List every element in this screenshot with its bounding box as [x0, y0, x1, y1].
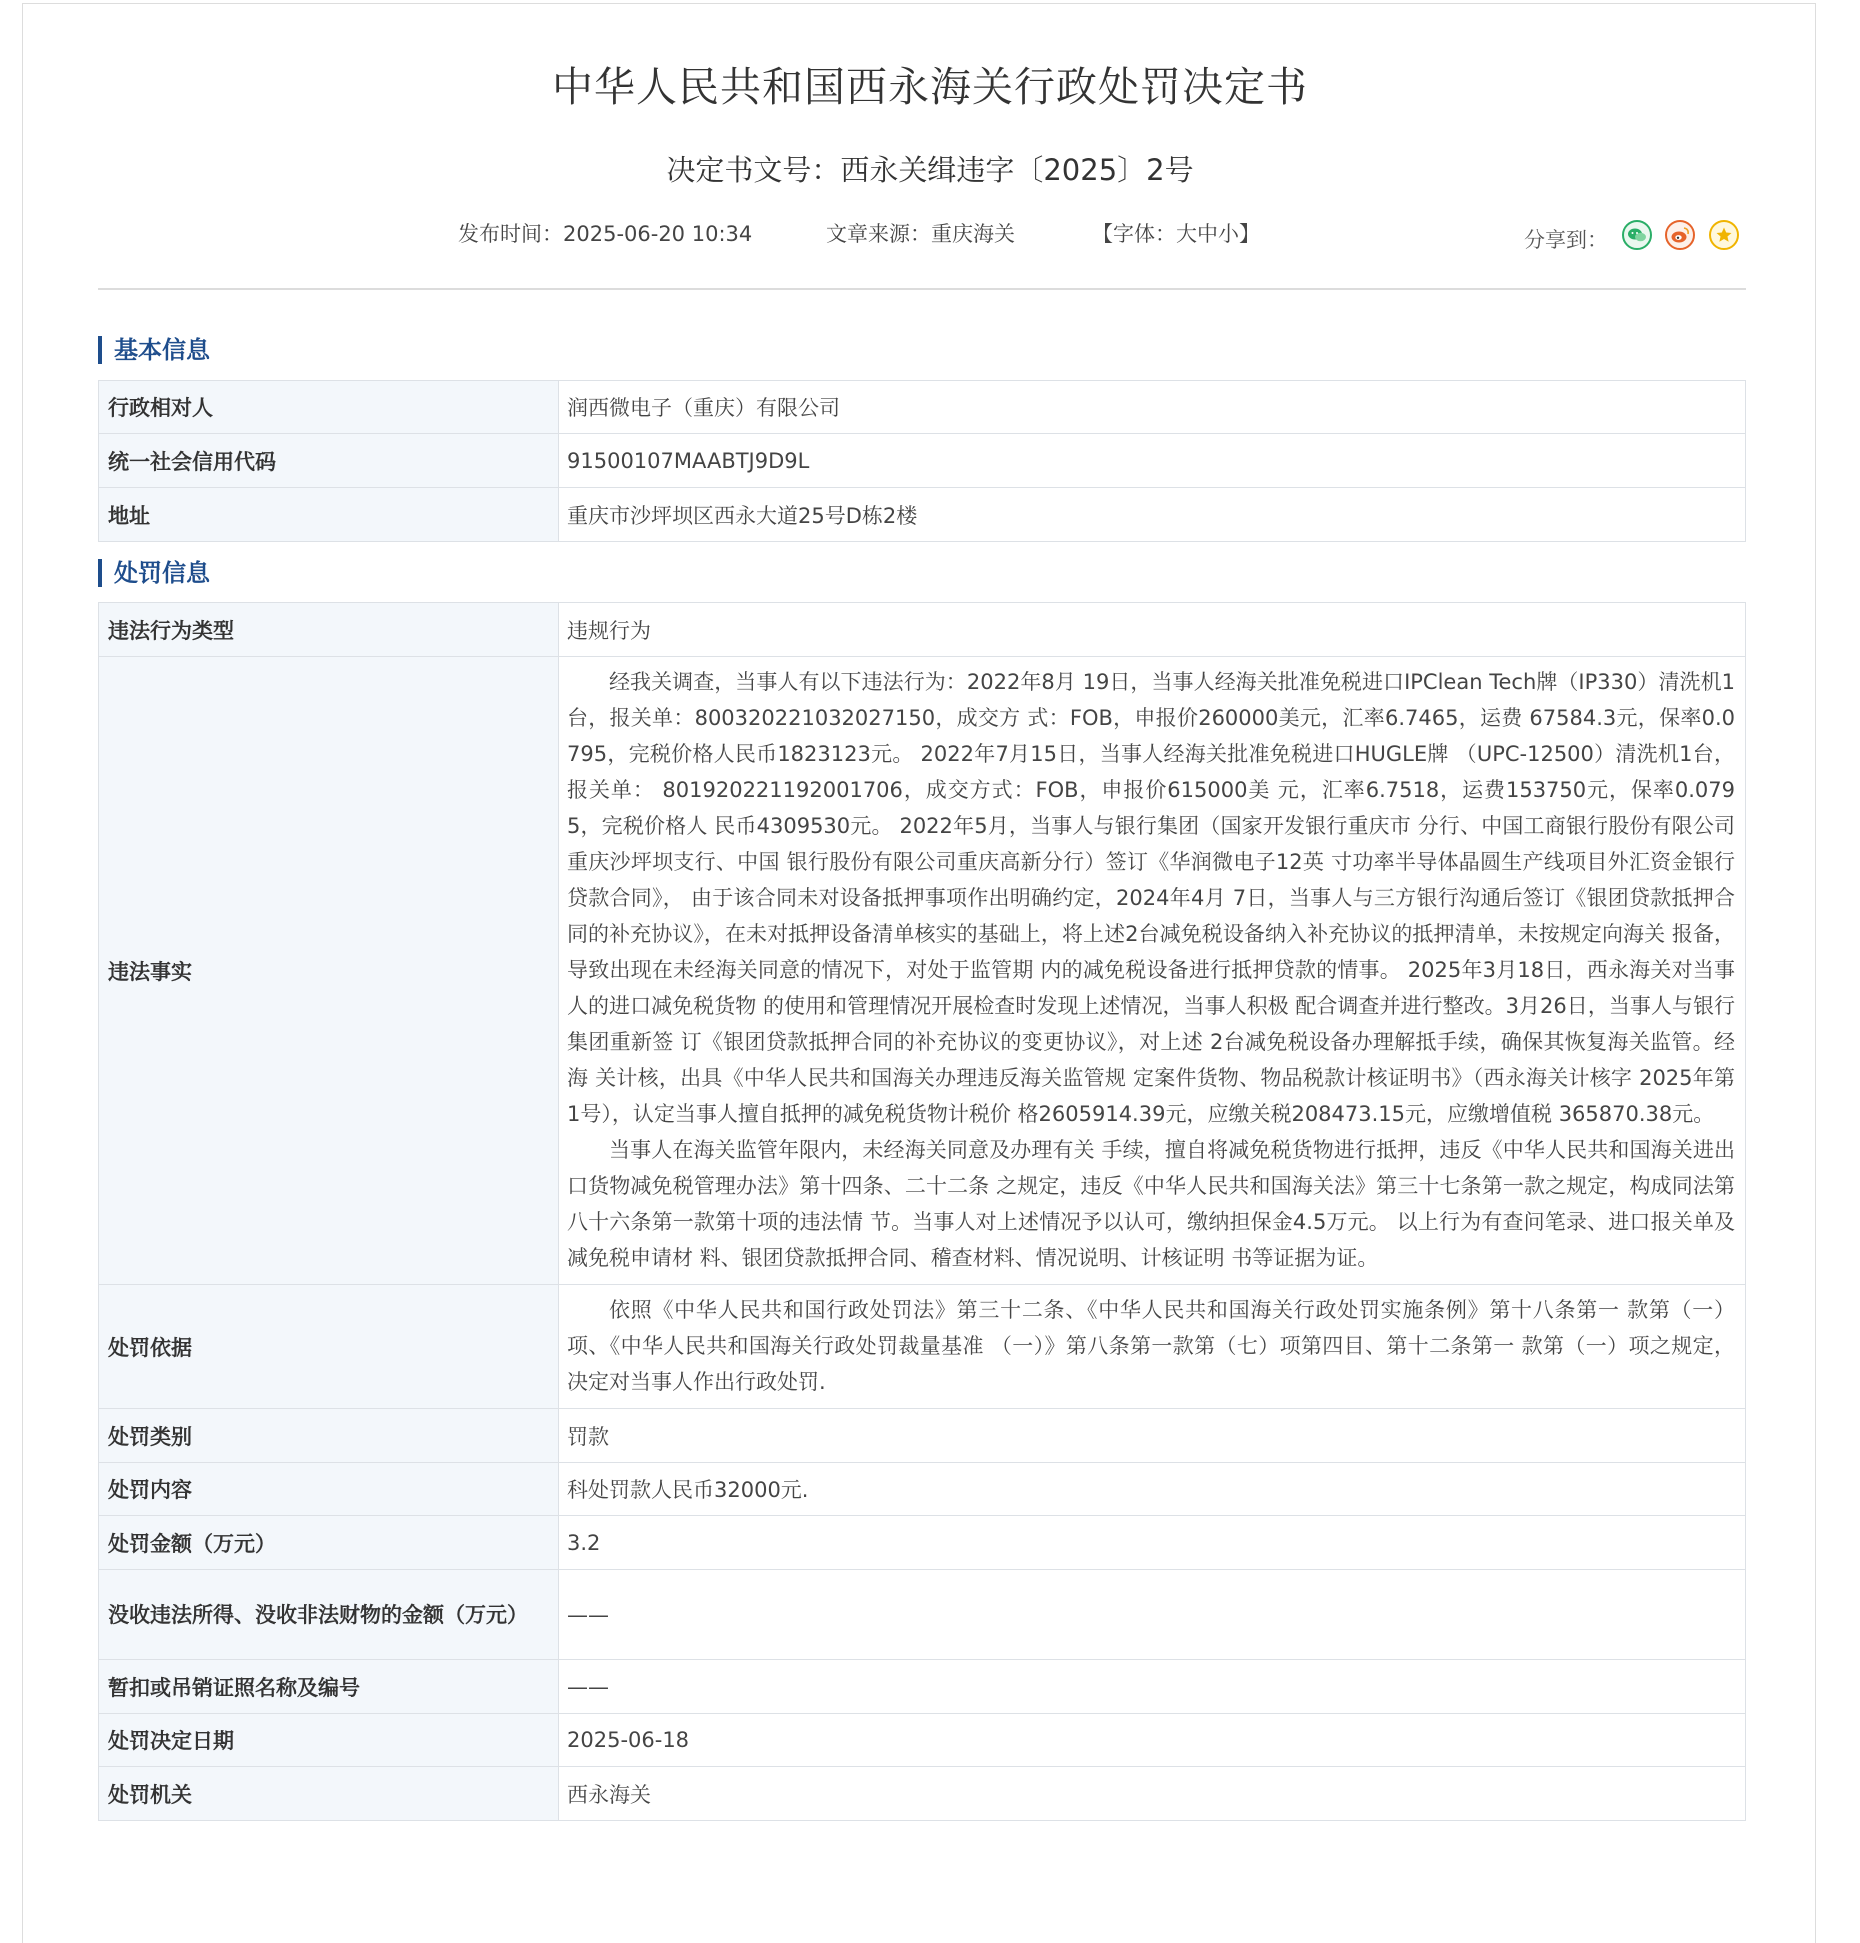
violation-facts — [559, 657, 1746, 1285]
credit-code: 91500107MAABTJ9D9L — [559, 434, 1746, 488]
section-title-basic: 基本信息 — [98, 336, 210, 364]
penalty-basis — [559, 1285, 1746, 1409]
decision-date: 2025-06-18 — [559, 1714, 1746, 1767]
basis-paragraph: 依照《中华人民共和国行政处罚法》第三十二条、《中华人民共和国海关行政处罚实施条例》第十八条第一 款第（一）项、《中华人民共和国海关行政处罚裁量基准 （一）》第八条第一款第（七）项第四目、第十二条第一 款第（一）项之规定，决定对当事人作出行政处罚. — [567, 1298, 1735, 1394]
section-title-penalty: 处罚信息 — [98, 559, 210, 587]
row-label: 处罚依据 — [99, 1285, 559, 1409]
row-label: 没收违法所得、没收非法财物的金额（万元） — [99, 1570, 559, 1660]
table-row — [99, 1660, 1746, 1714]
party-name: 润西微电子（重庆）有限公司 — [559, 381, 1746, 434]
row-label: 处罚金额（万元） — [99, 1516, 559, 1570]
table-row — [99, 603, 1746, 657]
table-row — [99, 1767, 1746, 1821]
header-divider — [98, 288, 1746, 290]
table-row — [99, 1409, 1746, 1463]
page-title: 中华人民共和国西永海关行政处罚决定书 — [552, 63, 1308, 111]
penalty-category: 罚款 — [559, 1409, 1746, 1463]
share-label: 分享到： — [1524, 228, 1608, 252]
document-number: 决定书文号：西永关缉违字〔2025〕2号 — [666, 153, 1194, 187]
row-label: 行政相对人 — [99, 381, 559, 434]
article-source: 文章来源：重庆海关 — [826, 222, 1015, 246]
font-size-large-link[interactable]: 大 — [1176, 222, 1197, 246]
row-label: 处罚类别 — [99, 1409, 559, 1463]
confiscation-amount: —— — [559, 1570, 1746, 1660]
font-size-small-link[interactable]: 小 — [1218, 222, 1239, 246]
row-label: 处罚内容 — [99, 1463, 559, 1516]
penalty-authority: 西永海关 — [559, 1767, 1746, 1821]
violation-type: 违规行为 — [559, 603, 1746, 657]
row-label: 违法行为类型 — [99, 603, 559, 657]
font-size-medium-link[interactable]: 中 — [1197, 222, 1218, 246]
table-row — [99, 1714, 1746, 1767]
font-size-suffix: 】 — [1239, 222, 1260, 246]
row-label: 统一社会信用代码 — [99, 434, 559, 488]
table-row — [99, 381, 1746, 434]
row-label: 处罚机关 — [99, 1767, 559, 1821]
weibo-icon[interactable] — [1665, 220, 1695, 250]
basic-info-table — [98, 380, 1746, 542]
penalty-amount: 3.2 — [559, 1516, 1746, 1570]
font-size-prefix: 【字体： — [1092, 222, 1176, 246]
star-icon[interactable] — [1709, 220, 1739, 250]
wechat-icon[interactable] — [1622, 220, 1652, 250]
table-row — [99, 1516, 1746, 1570]
table-row — [99, 1285, 1746, 1409]
table-row — [99, 1463, 1746, 1516]
penalty-content: 科处罚款人民币32000元. — [559, 1463, 1746, 1516]
facts-paragraph: 当事人在海关监管年限内，未经海关同意及办理有关 手续，擅自将减免税货物进行抵押，违反《中华人民共和国海关进出口货物减免税管理办法》第十四条、二十二条 之规定，违反《中华人民共和国海关法》第三十七条第一款之规定，构成同法第八十六条第一款第十项的违法情 节。当事人对上述情况予以认可，缴纳担保金4.5万元。 以上行为有查问笔录、进口报关单及减免税申请材 料、银团贷款抵押合同、稽查材料、情况说明、计核证明 书等证据为证。 — [567, 1138, 1735, 1270]
table-row — [99, 657, 1746, 1285]
penalty-info-table — [98, 602, 1746, 1821]
row-label: 处罚决定日期 — [99, 1714, 559, 1767]
address: 重庆市沙坪坝区西永大道25号D栋2楼 — [559, 488, 1746, 542]
table-row — [99, 1570, 1746, 1660]
table-row — [99, 434, 1746, 488]
row-label: 地址 — [99, 488, 559, 542]
table-row — [99, 488, 1746, 542]
publish-time: 发布时间：2025-06-20 10:34 — [458, 222, 753, 246]
font-size-switcher — [1092, 218, 1260, 248]
row-label: 违法事实 — [99, 657, 559, 1285]
facts-paragraph: 经我关调查，当事人有以下违法行为：2022年8月 19日，当事人经海关批准免税进口IPClean Tech牌（IP330）清洗机1台，报关单：800320221032027150，成交方 式：FOB，申报价260000美元，汇率6.7465，运费 67584.3元，保率0.0795，完税价格人民币1823123元。 2022年7月15日，当事人经海关批准免税进口HUGLE牌 （UPC-12500）清洗机1台，报关单： 801920221192001706，成交方式：FOB，申报价615000美 元，汇率6.7518，运费153750元，保率0.0795，完税价格人 民币4309530元。 2022年5月，当事人与银行集团（国家开发银行重庆市 分行、中国工商银行股份有限公司重庆沙坪坝支行、中国 银行股份有限公司重庆高新分行）签订《华润微电子12英 寸功率半导体晶圆生产线项目外汇资金银行贷款合同》， 由于该合同未对设备抵押事项作出明确约定，2024年4月 7日，当事人与三方银行沟通后签订《银团贷款抵押合同的补充协议》，在未对抵押设备清单核实的基础上，将上述2台减免税设备纳入补充协议的抵押清单，未按规定向海关 报备，导致出现在未经海关同意的情况下，对处于监管期 内的减免税设备进行抵押贷款的情事。 2025年3月18日，西永海关对当事人的进口减免税货物 的使用和管理情况开展检查时发现上述情况，当事人积极 配合调查并进行整改。3月26日，当事人与银行集团重新签 订《银团贷款抵押合同的补充协议的变更协议》，对上述 2台减免税设备办理解抵手续，确保其恢复海关监管。经海 关计核，出具《中华人民共和国海关办理违反海关监管规 定案件货物、物品税款计核证明书》（西永海关计核字 2025年第1号），认定当事人擅自抵押的减免税货物计税价 格2605914.39元，应缴关税208473.15元，应缴增值税 365870.38元。 — [567, 670, 1735, 1126]
row-label: 暂扣或吊销证照名称及编号 — [99, 1660, 559, 1714]
license-info: —— — [559, 1660, 1746, 1714]
